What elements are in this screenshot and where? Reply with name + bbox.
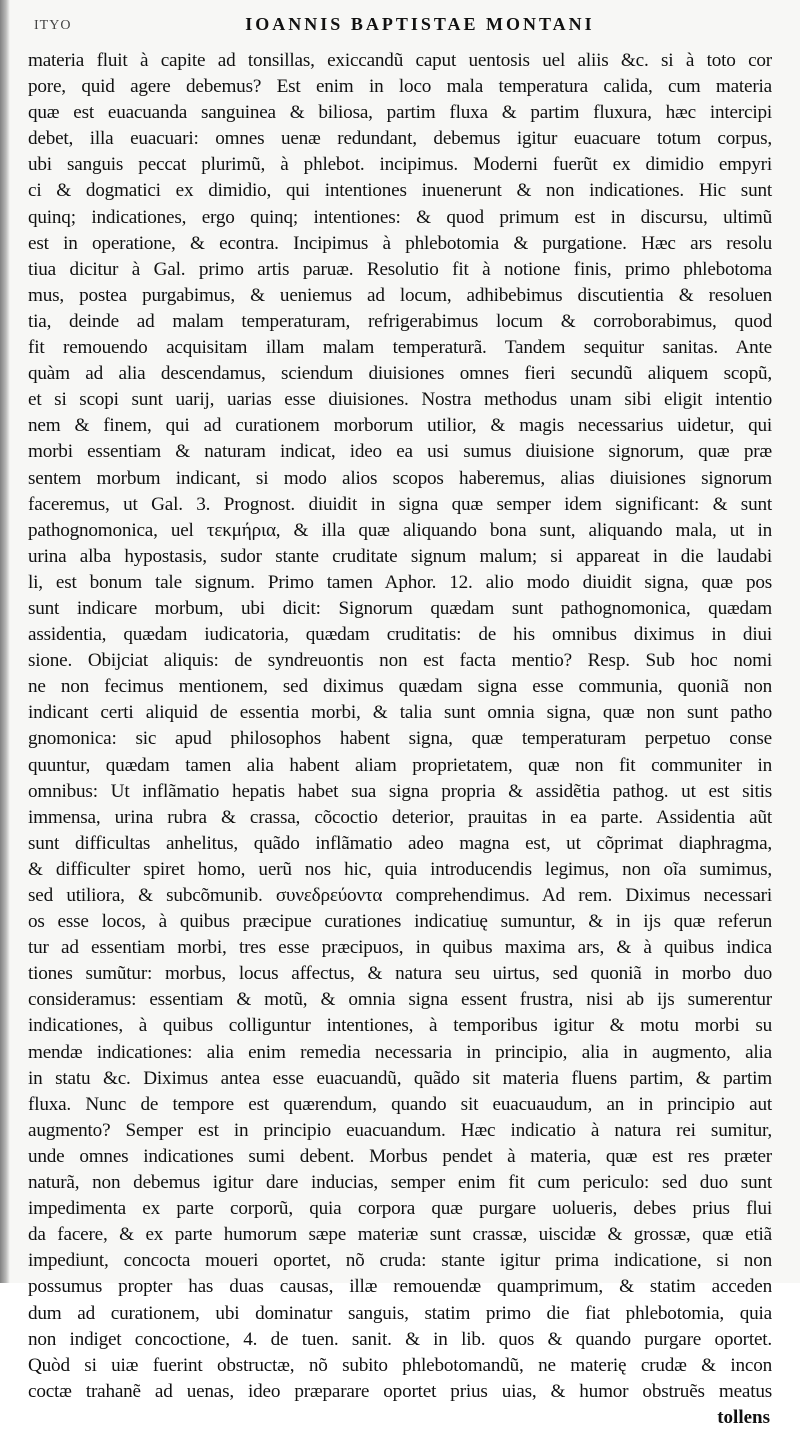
body-text [28,48,772,1405]
text-line: nem & finem, qui ad curationem morborum utilior, & magis necessarius uidetur, qui [28,415,772,437]
text-line: quæ est euacuanda sanguinea & biliosa, partim fluxa & partim fluxura, hæc intercipi [28,102,772,124]
text-line: faceremus, ut Gal. 3. Prognost. diuidit in signa quæ semper idem significant: & sunt [28,493,772,515]
text-line: mus, postea purgabimus, & ueniemus ad locum, adhibebimus discutientia & resoluen [28,284,772,306]
text-line: augmento? Semper est in principio euacuandum. Hæc indicatio à natura rei sumitur, [28,1119,772,1141]
text-line: morbi essentiam & naturam indicat, ideo ea usi sumus diuisione signorum, quæ præ [28,441,772,463]
catchword: tollens [717,1406,770,1428]
text-line: sunt indicare morbum, ubi dicit: Signorum quædam sunt pathognomonica, quædam [28,597,772,619]
text-line: assidentia, quædam iudicatoria, quædam cruditatis: de his omnibus diximus in diui [28,624,772,646]
text-line: coctæ trahanẽ ad uenas, ideo præparare oportet prius uias, & humor obstruẽs meatus [28,1380,772,1402]
text-line: indicant certi aliquid de essentia morbi, & talia sunt omnia signa, quæ non sunt patho [28,702,772,724]
text-line: Quòd si uiæ fuerint obstructæ, nõ subito phlebotomandũ, ne materię crudæ & incon [28,1354,772,1376]
text-line: in statu &c. Diximus antea esse euacuandũ, quãdo sit materia fluens partim, & partim [28,1067,772,1089]
text-line: tiua dicitur à Gal. primo artis paruæ. Resolutio fit à notione finis, primo phlebotoma [28,258,772,280]
text-line: materia fluit à capite ad tonsillas, exiccandũ caput uentosis uel aliis &c. si à toto cor [28,50,772,71]
text-line: dum ad curationem, ubi dominatur sanguis, statim primo die fiat phlebotomia, quia [28,1302,772,1324]
text-line: possumus propter has duas causas, illæ remouendæ quamprimum, & statim acceden [28,1276,772,1298]
text-line: ubi sanguis peccat plurimũ, à phlebot. incipimus. Moderni fuerũt ex dimidio empyri [28,154,772,176]
text-line: tia, deinde ad malam temperaturam, refrigerabimus locum & corroborabimus, quod [28,310,772,332]
text-line: & difficulter spiret homo, uerũ nos hic, quia introducendis legimus, non oĩa sumimus, [28,858,772,880]
text-line: os esse locos, à quibus præcipue curationes indicatiuę sumuntur, & in ijs quæ referun [28,911,772,933]
text-line: gnomonica: sic apud philosophos habent signa, quæ temperaturam perpetuo conse [28,728,772,750]
text-line: quàm ad alia descendamus, sciendum diuisiones omnes fieri secundũ aliquem scopũ, [28,363,772,385]
text-line: da facere, & ex parte humorum sæpe materiæ sunt crassæ, uiscidæ & grossæ, quæ etiã [28,1224,772,1246]
text-line: est in operatione, & econtra. Incipimus à phlebotomia & purgatione. Hæc ars resolu [28,232,772,254]
running-head [28,14,772,46]
text-line: impedimenta ex parte corporũ, quia corpora quæ purgare uolueris, debes prius flui [28,1198,772,1220]
text-line: sentem morbum indicant, si modo alios scopos haberemus, alias diuisiones signorum [28,467,772,489]
text-line: non indiget concoctione, 4. de tuen. sanit. & in lib. quos & quando purgare oportet. [28,1328,772,1350]
text-line: pathognomonica, uel τεκμήρια, & illa quæ aliquando bona sunt, aliquando mala, ut in [28,519,772,541]
text-line: immensa, urina rubra & crassa, cõcoctio deterior, prauitas in ea parte. Assidentia aũt [28,806,772,828]
text-line: ci & dogmatici ex dimidio, qui intentiones inuenerunt & non indicationes. Hic sunt [28,180,772,202]
text-line: et si scopi sunt uarij, uarias esse diuisiones. Nostra methodus unam sibi eligit intentio [28,389,772,411]
text-line: fit remouendo acquisitam illam malam temperaturã. Tandem sequitur sanitas. Ante [28,337,772,359]
page-header-title: IOANNIS BAPTISTAE MONTANI [245,14,595,34]
text-line: indicationes, à quibus colliguntur intentiones, à temporibus igitur & motu morbi su [28,1015,772,1037]
text-line: unde omnes indicationes sumi debent. Morbus pendet à materia, quæ est res præter [28,1145,772,1167]
text-line: tur ad essentiam morbi, tres esse præcipuos, in quibus maxima ars, & à quibus indica [28,937,772,959]
text-line: omnibus: Ut inflãmatio hepatis habet sua signa propria & assidẽtia pathog. ut est sitis [28,780,772,802]
text-line: consideramus: essentiam & motũ, & omnia signa essent frustra, nisi ab ijs sumerentur [28,989,772,1011]
text-line: sed utiliora, & subcõmunib. συνεδρεύοντα comprehendimus. Ad rem. Diximus necessari [28,885,772,906]
folio-number: ITYO [34,18,72,33]
text-line: fluxa. Nunc de tempore est quærendum, quando sit euacuaudum, an in principio aut [28,1093,772,1115]
text-line: mendæ indicationes: alia enim remedia necessaria in principio, alia in augmento, alia [28,1041,772,1063]
text-line: urina alba hypostasis, sudor stante cruditate signum malum; si appareat in die laudabi [28,545,772,567]
text-line: pore, quid agere debemus? Est enim in loco mala temperatura calida, cum materia [28,76,772,98]
text-line: li, est bonum tale signum. Primo tamen Aphor. 12. alio modo diuidit signa, quæ pos [28,571,772,593]
text-line: quuntur, quædam tamen alia habent aliam proprietatem, quæ non fit communiter in [28,754,772,776]
text-line: sione. Obijciat aliquis: de syndreuontis non est facta mentio? Resp. Sub hoc nomi [28,650,772,672]
text-line: debet, illa euacuari: omnes uenæ redundant, debemus igitur euacuare totum corpus, [28,128,772,150]
text-line: naturã, non debemus igitur dare inducias, semper enim fit cum periculo: sed duo sunt [28,1172,772,1194]
text-line: tiones sumũtur: morbus, locus affectus, & natura seu uirtus, sed quoniã in morbo duo [28,963,772,985]
text-line: ne non fecimus mentionem, sed diximus quædam signa esse communia, quoniã non [28,676,772,698]
text-line: quinq; indicationes, ergo quinq; intentiones: & quod primum est in discursu, ultimũ [28,206,772,228]
text-line: sunt difficultas anhelitus, quãdo inflãmatio adeo magna est, ut cõprimat diaphragma, [28,832,772,854]
text-line: impediunt, concocta moueri oportet, nõ cruda: stante igitur prima indicatione, si non [28,1250,772,1272]
